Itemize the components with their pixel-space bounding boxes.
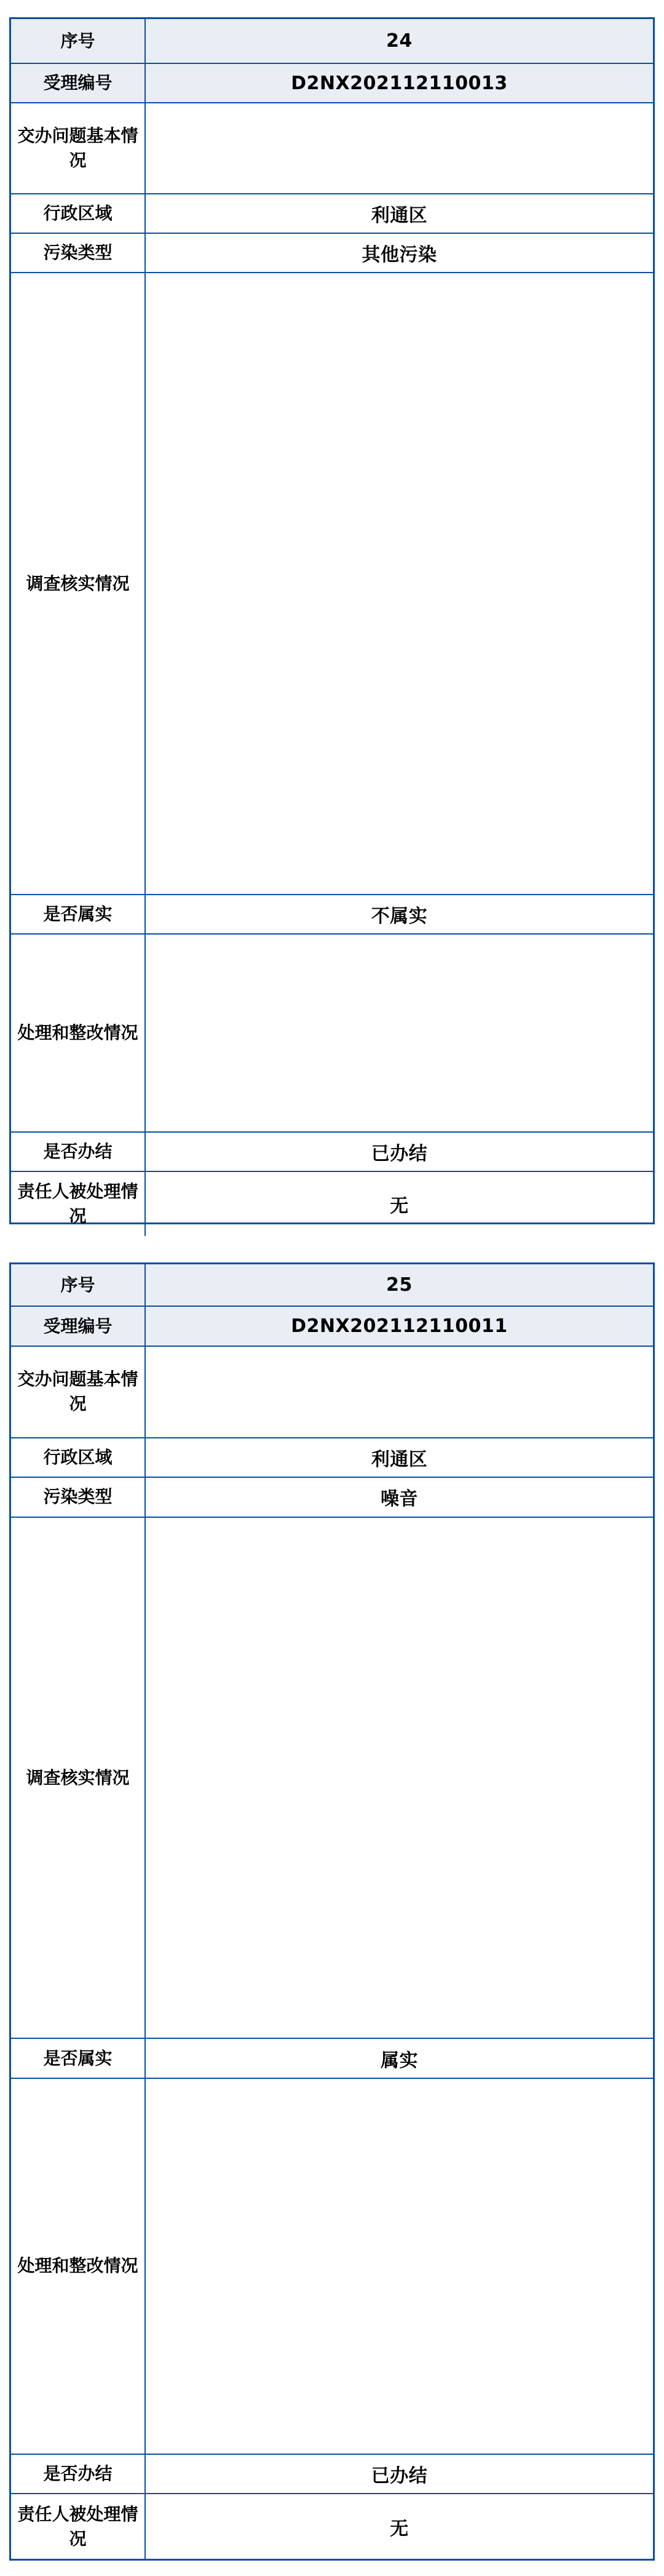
table-row xyxy=(11,2078,653,2454)
accountability-value: 无 xyxy=(145,2494,653,2559)
table-row xyxy=(11,1132,653,1171)
pollution-type-value: 其他污染 xyxy=(145,233,653,273)
is-true-value: 属实 xyxy=(145,2038,653,2078)
table-row xyxy=(11,19,653,63)
case-no-value: D2NX202112110013 xyxy=(145,63,653,103)
case-card-24 xyxy=(9,17,655,1224)
is-true-value: 不属实 xyxy=(145,895,653,934)
case-no-label: 受理编号 xyxy=(11,63,145,103)
table-row xyxy=(11,63,653,103)
table-row xyxy=(11,895,653,934)
case-no-label: 受理编号 xyxy=(11,1306,145,1346)
is-closed-label: 是否办结 xyxy=(11,1132,145,1171)
table-row xyxy=(11,2454,653,2494)
complaint-text xyxy=(145,1346,653,1438)
serial-value: 25 xyxy=(145,1264,653,1306)
pollution-type-label: 污染类型 xyxy=(11,233,145,273)
table-row xyxy=(11,1171,653,1236)
district-label: 行政区域 xyxy=(11,194,145,233)
investigation-label: 调查核实情况 xyxy=(11,1517,145,2039)
district-label: 行政区域 xyxy=(11,1438,145,1477)
table-row xyxy=(11,1517,653,2039)
table-row xyxy=(11,1306,653,1346)
table-row xyxy=(11,103,653,194)
table-row xyxy=(11,2494,653,2559)
case-table xyxy=(11,19,653,1236)
investigation-text xyxy=(145,1517,653,2039)
handling-text xyxy=(145,934,653,1132)
accountability-label: 责任人被处理情况 xyxy=(11,1171,145,1236)
table-row xyxy=(11,233,653,273)
is-closed-label: 是否办结 xyxy=(11,2454,145,2494)
table-row xyxy=(11,2038,653,2078)
investigation-text xyxy=(145,273,653,895)
handling-text xyxy=(145,2078,653,2454)
table-row xyxy=(11,194,653,233)
is-closed-value: 已办结 xyxy=(145,2454,653,2494)
pollution-type-label: 污染类型 xyxy=(11,1477,145,1517)
table-row xyxy=(11,1346,653,1438)
table-row xyxy=(11,1477,653,1517)
complaint-label: 交办问题基本情况 xyxy=(11,1346,145,1438)
complaint-text xyxy=(145,103,653,194)
district-value: 利通区 xyxy=(145,1438,653,1477)
is-true-label: 是否属实 xyxy=(11,895,145,934)
handling-label: 处理和整改情况 xyxy=(11,934,145,1132)
is-closed-value: 已办结 xyxy=(145,1132,653,1171)
case-no-value: D2NX202112110011 xyxy=(145,1306,653,1346)
serial-value: 24 xyxy=(145,19,653,63)
table-row xyxy=(11,934,653,1132)
serial-label: 序号 xyxy=(11,19,145,63)
case-table xyxy=(11,1264,653,2559)
district-value: 利通区 xyxy=(145,194,653,233)
serial-label: 序号 xyxy=(11,1264,145,1306)
handling-label: 处理和整改情况 xyxy=(11,2078,145,2454)
table-row xyxy=(11,1438,653,1477)
table-row xyxy=(11,1264,653,1306)
investigation-label: 调查核实情况 xyxy=(11,273,145,895)
table-row xyxy=(11,273,653,895)
accountability-label: 责任人被处理情况 xyxy=(11,2494,145,2559)
case-card-25 xyxy=(9,1262,655,2561)
complaint-label: 交办问题基本情况 xyxy=(11,103,145,194)
pollution-type-value: 噪音 xyxy=(145,1477,653,1517)
is-true-label: 是否属实 xyxy=(11,2038,145,2078)
accountability-value: 无 xyxy=(145,1171,653,1236)
